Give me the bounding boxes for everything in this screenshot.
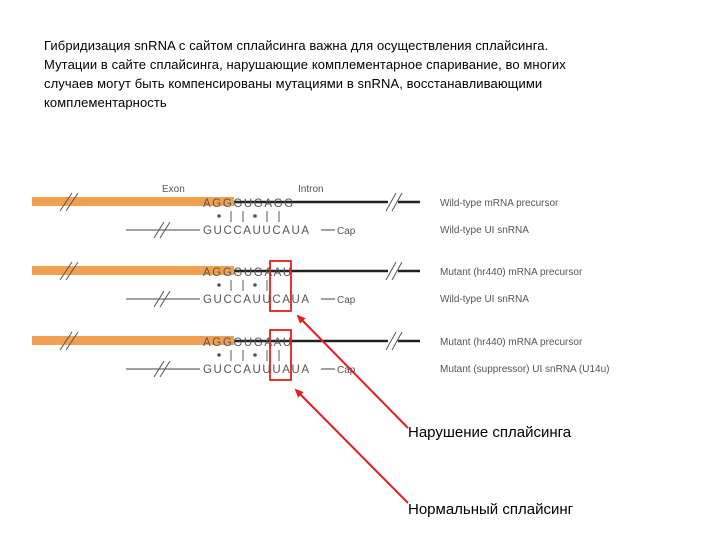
cap-label: Cap (337, 295, 356, 306)
intron-header: Intron (298, 184, 324, 195)
panel-wild-type (32, 192, 559, 238)
title-line-3: случаев могут быть компенсированы мутациями в snRNA, восстанавливающими (44, 76, 543, 91)
mrna-sequence: AGGGUGAGG (203, 198, 295, 210)
panel-mutant-hr440 (32, 261, 583, 311)
snrna-sequence: GUCCAUUCAUA (203, 294, 311, 306)
snrna-label: Wild-type UI snRNA (440, 225, 529, 236)
mrna-label: Mutant (hr440) mRNA precursor (440, 267, 583, 278)
snrna-sequence: GUCCAUUUAUA (203, 364, 311, 376)
mrna-label: Wild-type mRNA precursor (440, 198, 559, 209)
snrna-label: Wild-type UI snRNA (440, 294, 529, 305)
cap-label: Cap (337, 226, 356, 237)
mrna-label: Mutant (hr440) mRNA precursor (440, 337, 583, 348)
annotation-normal-splicing: Нормальный сплайсинг (408, 501, 574, 518)
title-line-1: Гибридизация snRNA с сайтом сплайсинга важна для осуществления сплайсинга. (44, 38, 549, 53)
cap-label: Cap (337, 365, 356, 376)
title-line-2: Мутации в сайте сплайсинга, нарушающие комплементарное спаривание, во многих (44, 57, 566, 72)
title-line-4: комплементарность (44, 95, 167, 110)
base-pair-marks (218, 211, 279, 222)
base-pair-marks (218, 280, 267, 291)
panel-suppressor (32, 330, 610, 380)
arrow-to-normal (296, 390, 408, 503)
mrna-sequence: AGGGUGAAU (203, 337, 293, 349)
snrna-sequence: GUCCAUUCAUA (203, 225, 311, 237)
exon-header: Exon (162, 184, 185, 195)
snrna-label: Mutant (suppressor) UI snRNA (U14u) (440, 364, 610, 375)
mrna-sequence: AGGGUGAAU (203, 267, 293, 279)
annotation-splice-defect: Нарушение сплайсинга (408, 424, 572, 441)
